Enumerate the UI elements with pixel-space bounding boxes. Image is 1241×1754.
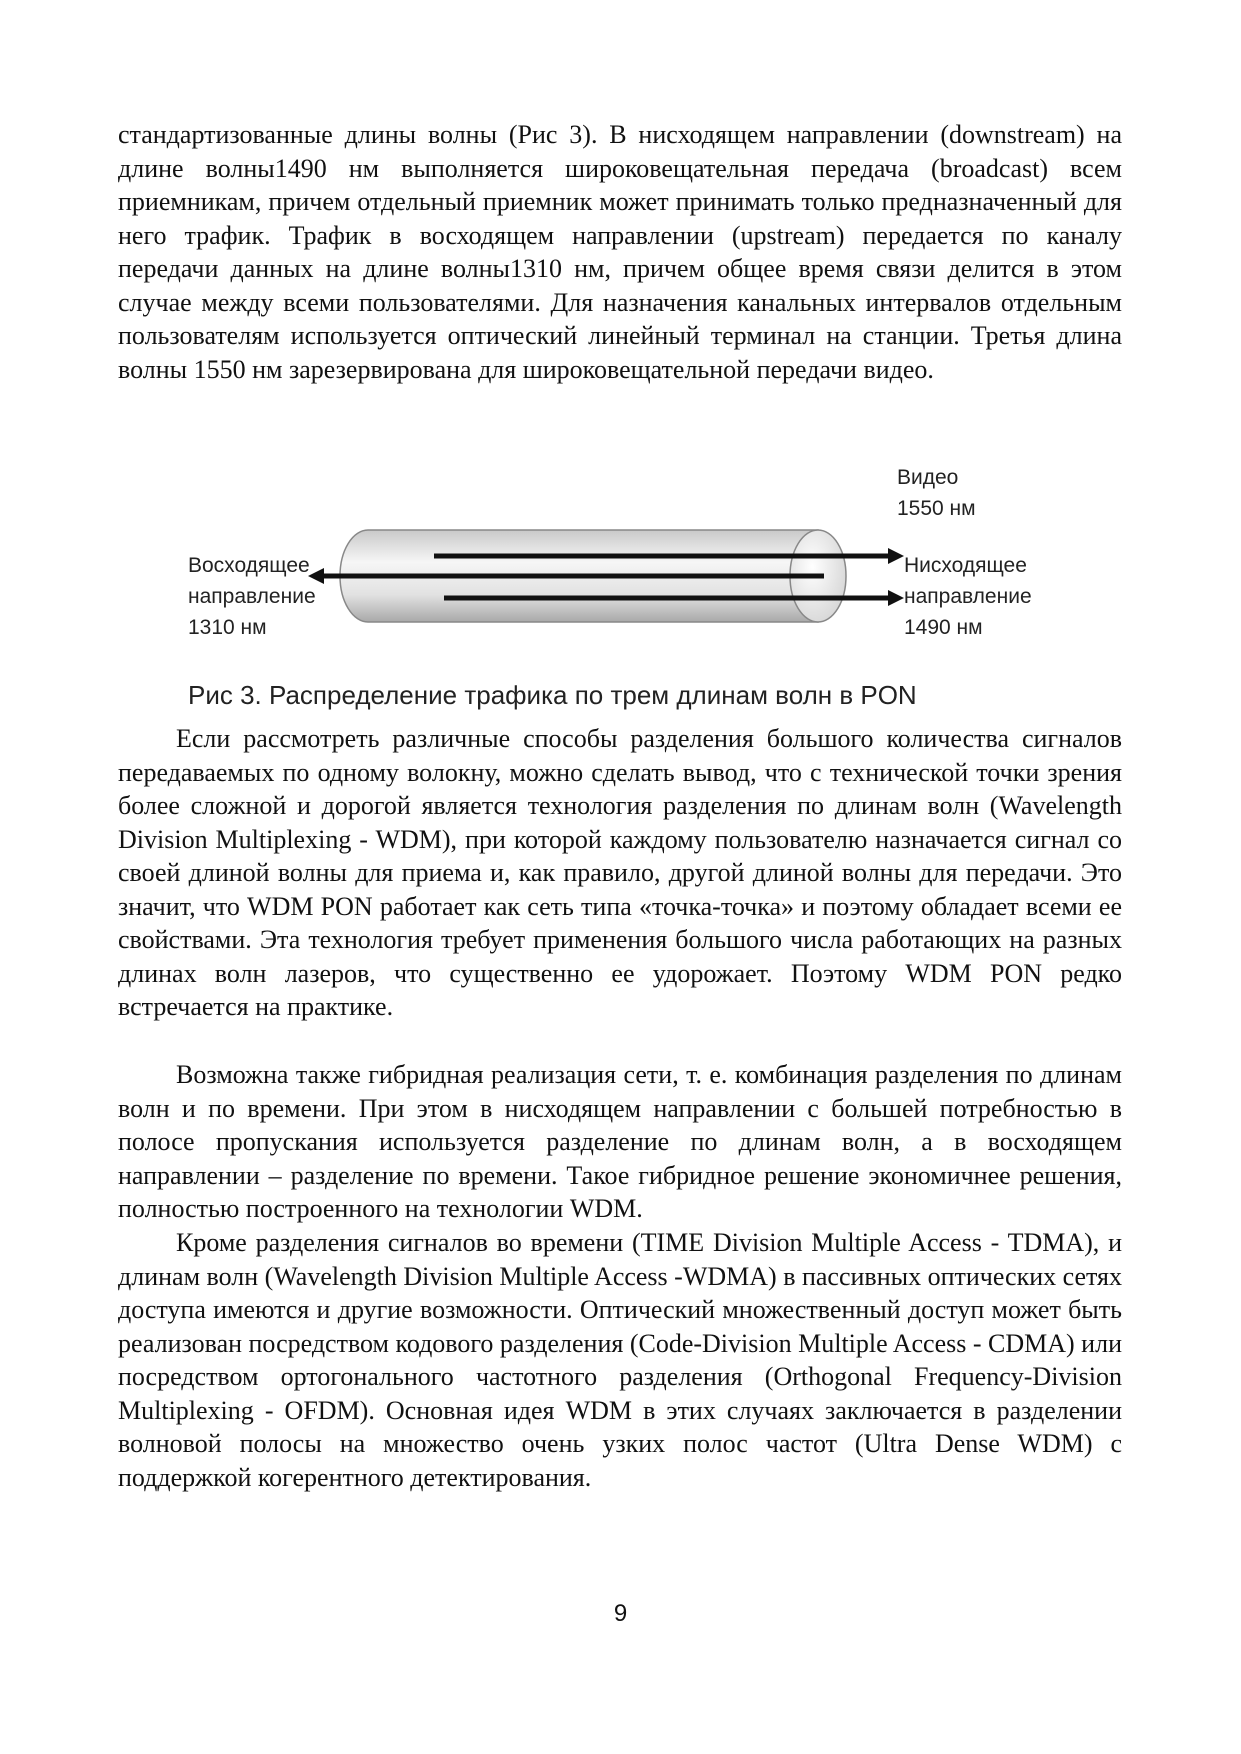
page-number: 9 [613,1600,628,1627]
label-upstream-direction: направление [188,585,316,608]
label-upstream-wavelength: 1310 нм [188,616,267,639]
label-downstream-wavelength: 1490 нм [904,616,983,639]
label-downstream-title: Нисходящее [904,554,1027,577]
paragraph-multiple-access: Кроме разделения сигналов во времени (TIME Division Multiple Access - TDMA), и длинам волн (Wavelength Division Multiple Access -WDMA) в пассивных оптических сетях доступа имеются и другие возможности. Оптический множественный доступ может быть реализован посредством кодового разделения (Code-Division Multiple Access - CDMA) или посредством ортогонального частотного разделения (Orthogonal Frequency-Division Multiplexing - OFDM). Основная идея WDM в этих случаях заключается в разделении волновой полосы на множество очень узких полос частот (Ultra Dense WDM) с поддержкой когерентного детектирования. [118,1228,1122,1492]
label-video-title: Видео [897,466,959,489]
paragraph-wdm: Если рассмотреть различные способы разделения большого количества сигналов передаваемых по одному волокну, можно сделать вывод, что с технической точки зрения более сложной и дорогой является технология разделения по длинам волн (Wavelength Division Multiplexing - WDM), при которой каждому пользователю назначается сигнал со своей длиной волны для приема и, как правило, другой длиной волны для передачи. Это значит, что WDM PON работает как сеть типа «точка-точка» и поэтому обладает всеми ее свойствами. Эта технология требует применения большого числа работающих на разных длинах волн лазеров, что существенно ее удорожает. Поэтому WDM PON редко встречается на практике. [118,724,1122,1021]
label-upstream-title: Восходящее [188,554,310,577]
paragraph-hybrid: Возможна также гибридная реализация сети, т. е. комбинация разделения по длинам волн и по времени. При этом в нисходящем направлении с большей потребностью в полосе пропускания используется разделение по длинам волн, а в восходящем направлении – разделение по времени. Такое гибридное решение экономичнее решения, полностью построенного на технологии WDM. [118,1060,1122,1223]
label-upstream [188,550,316,643]
arrowhead-video-1550 [888,548,904,564]
paragraph-wavelengths: стандартизованные длины волны (Рис 3). В нисходящем направлении (downstream) на длине волны1490 нм выполняется широковещательная передача (broadcast) всем приемникам, причем отдельный приемник может принимать только предназначенный для него трафик. Трафик в восходящем направлении (upstream) передается по каналу передачи данных на длине волны1310 нм, причем общее время связи делится в этом случае между всеми пользователями. Для назначения канальных интервалов отдельным пользователям используется оптический линейный терминал на станции. Третья длина волны 1550 нм зарезервирована для широковещательной передачи видео. [118,120,1122,384]
figure-pon-traffic [118,462,1122,722]
label-video [897,462,976,524]
label-downstream [904,550,1032,643]
label-video-wavelength: 1550 нм [897,497,976,520]
figure-caption: Рис 3. Распределение трафика по трем длинам волн в PON [188,680,917,710]
arrowhead-downstream-1490 [888,590,904,606]
label-downstream-direction: направление [904,585,1032,608]
